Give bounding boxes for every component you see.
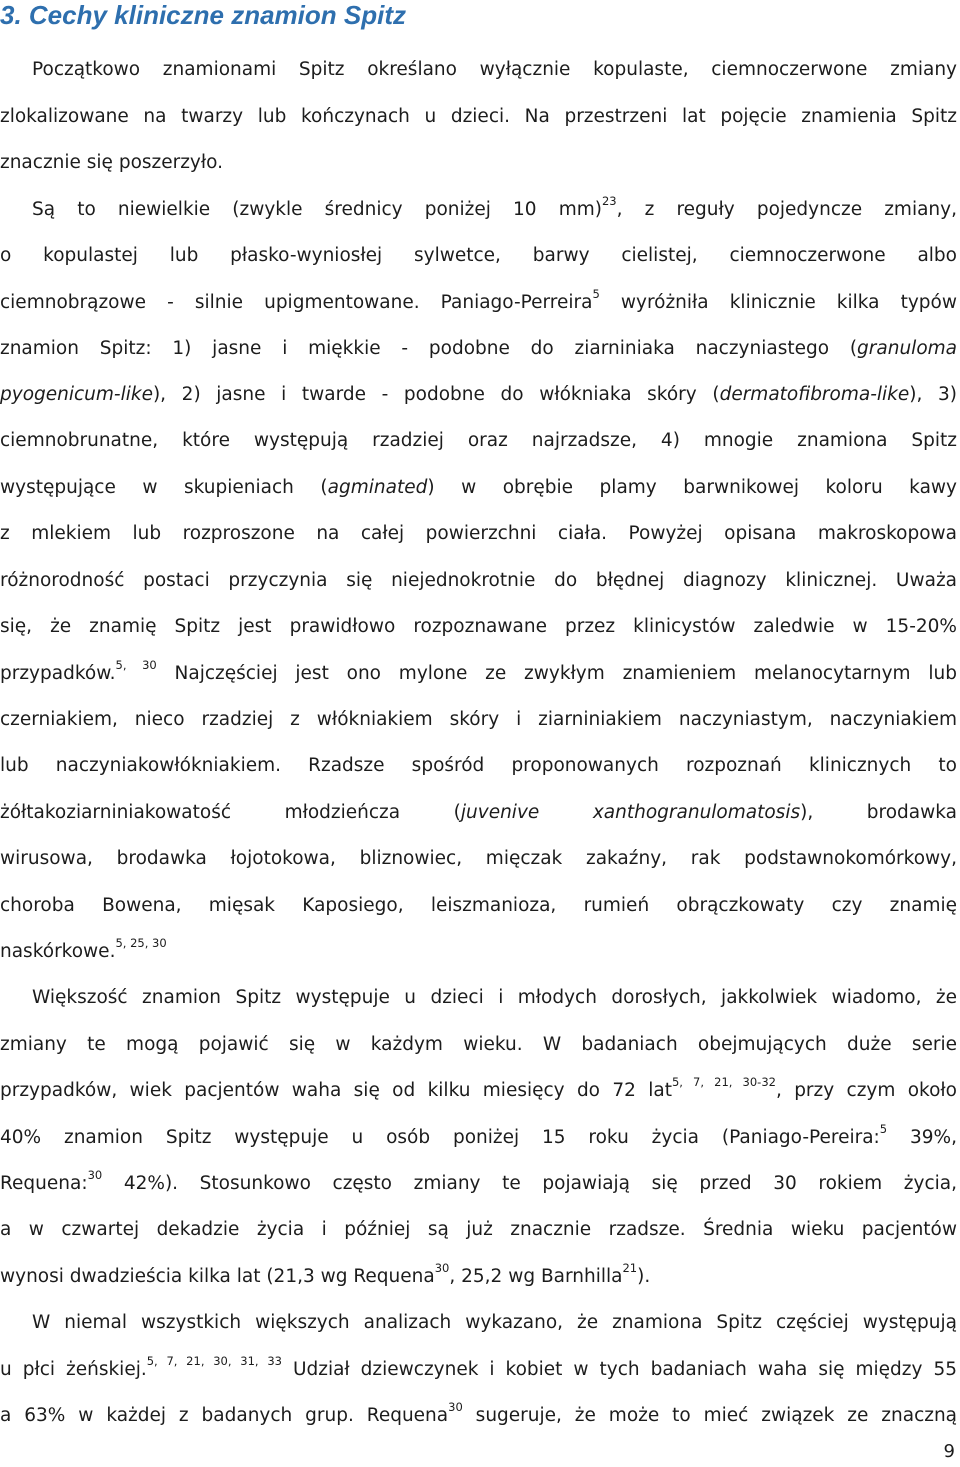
page-number: 9: [943, 1441, 955, 1462]
text-line: czerniakiem, nieco rzadziej z włókniakiem skóry i ziarniniakiem naczyniastym, naczyniakiem: [0, 709, 957, 730]
citation-superscript: 30: [448, 1400, 463, 1414]
text-line: 40% znamion Spitz występuje u osób poniżej 15 roku życia (Paniago-Pereira:$^5$ 39%,: [0, 1122, 957, 1148]
text-line: lub naczyniakowłókniakiem. Rzadsze spośród proponowanych rozpoznań klinicznych to: [0, 755, 957, 776]
citation-superscript: 23: [601, 194, 617, 208]
citation-superscript: 30: [87, 1168, 103, 1182]
text-line: znacznie się poszerzyło.: [0, 152, 224, 173]
text-line: występujące w skupieniach (agminated) w obrębie plamy barwnikowej koloru kawy: [0, 477, 957, 498]
text-line: przypadków.$^{5, 30}$ Najczęściej jest ono mylone ze zwykłym znamieniem melanocytarnym lub: [0, 658, 957, 684]
text-line: u płci żeńskiej.$^{5, 7, 21, 30, 31, 33}$ Udział dziewczynek i kobiet w tych badaniach waha się między 55: [0, 1354, 957, 1380]
text-line: o kopulastej lub płasko-wyniosłej sylwetce, barwy cielistej, ciemnoczerwone albo: [0, 245, 957, 266]
text-line: a w czwartej dekadzie życia i później są już znacznie rzadsze. Średnia wieku pacjentów: [0, 1219, 957, 1240]
text-line: wynosi dwadzieścia kilka lat (21,3 wg Requena$^{30}$, 25,2 wg Barnhilla$^{21}$).: [0, 1261, 651, 1287]
text-line: Początkowo znamionami Spitz określano wyłącznie kopulaste, ciemnoczerwone zmiany: [32, 59, 957, 80]
text-line: zlokalizowane na twarzy lub kończynach u dzieci. Na przestrzeni lat pojęcie znamienia Spitz: [0, 106, 957, 127]
citation-superscript: 5, 25, 30: [115, 936, 167, 950]
citation-superscript: 5: [592, 287, 600, 301]
text-line: zmiany te mogą pojawić się w każdym wieku. W badaniach obejmujących duże serie: [0, 1034, 957, 1055]
text-line: Większość znamion Spitz występuje u dzieci i młodych dorosłych, jakkolwiek wiadomo, że: [32, 987, 957, 1008]
text-line: żółtakoziarniniakowatość młodzieńcza (juvenive xanthogranulomatosis), brodawka: [0, 802, 957, 823]
text-line: przypadków, wiek pacjentów waha się od kilku miesięcy do 72 lat$^{5, 7, 21, 30-32}$, przy czym około: [0, 1075, 957, 1101]
citation-superscript: 5, 7, 21, 30-32: [671, 1075, 776, 1089]
citation-superscript: 5, 7, 21, 30, 31, 33: [146, 1354, 282, 1368]
text-line: Requena:$^{30}$ 42%). Stosunkowo często zmiany te pojawiają się przed 30 rokiem życia,: [0, 1168, 957, 1194]
citation-superscript: 30: [434, 1261, 450, 1275]
text-line: z mlekiem lub rozproszone na całej powierzchni ciała. Powyżej opisana makroskopowa: [0, 523, 957, 544]
text-line: się, że znamię Spitz jest prawidłowo rozpoznawane przez klinicystów zaledwie w 15-20%: [0, 616, 957, 637]
text-line: choroba Bowena, mięsak Kaposiego, leiszmanioza, rumień obrączkowaty czy znamię: [0, 895, 957, 916]
text-line: ciemnobrązowe - silnie upigmentowane. Paniago-Perreira$^5$ wyróżniła klinicznie kilka typów: [0, 287, 957, 313]
text-line: ciemnobrunatne, które występują rzadziej oraz najrzadsze, 4) mnogie znamiona Spitz: [0, 430, 957, 451]
citation-superscript: 5, 30: [115, 658, 157, 672]
text-line: wirusowa, brodawka łojotokowa, bliznowiec, mięczak zakaźny, rak podstawnokomórkowy,: [0, 848, 957, 869]
text-line: Są to niewielkie (zwykle średnicy poniżej 10 mm)$^{23}$, z reguły pojedyncze zmiany,: [32, 194, 957, 220]
section-heading: 3. Cechy kliniczne znamion Spitz: [0, 0, 406, 30]
citation-superscript: 21: [622, 1261, 638, 1275]
text-line: różnorodność postaci przyczynia się niejednokrotnie do błędnej diagnozy klinicznej. Uważa: [0, 570, 957, 591]
text-line: naskórkowe.$^{5, 25, 30}$: [0, 936, 167, 962]
text-line: znamion Spitz: 1) jasne i miękkie - podobne do ziarniniaka naczyniastego (granuloma: [0, 338, 957, 359]
text-line: W niemal wszystkich większych analizach wykazano, że znamiona Spitz częściej występują: [32, 1312, 957, 1333]
text-line: a 63% w każdej z badanych grup. Requena$^{30}$ sugeruje, że może to mieć związek ze znaczną: [0, 1400, 958, 1426]
text-line: pyogenicum-like), 2) jasne i twarde - podobne do włókniaka skóry (dermatofibroma-like), 3): [0, 384, 957, 405]
citation-superscript: 5: [879, 1122, 888, 1136]
